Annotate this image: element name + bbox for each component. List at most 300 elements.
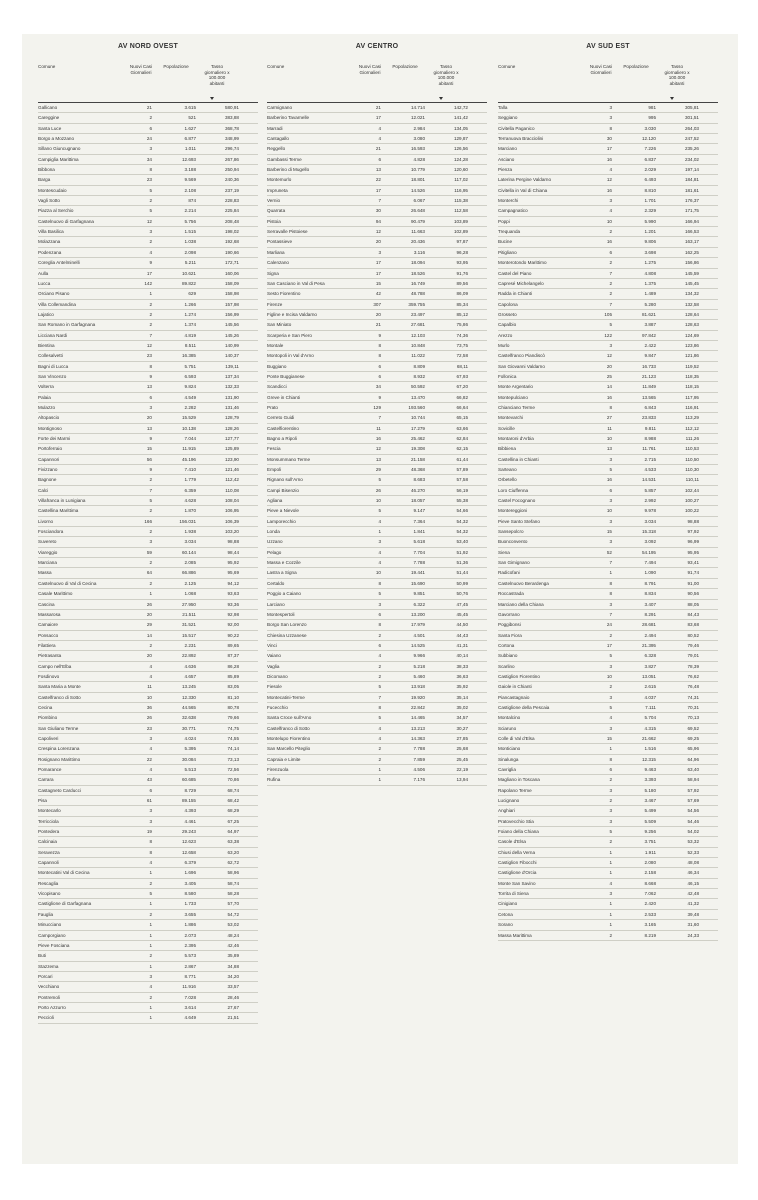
cell-comune: Sarteano xyxy=(498,467,517,473)
cell-popolazione: 22.842 xyxy=(410,704,425,710)
cell-popolazione: 89.155 xyxy=(181,798,196,804)
cell-popolazione: 9.811 xyxy=(644,425,656,431)
cell-tasso: 123,86 xyxy=(684,342,699,348)
table-row xyxy=(38,237,258,247)
cell-comune: Massa Marittima xyxy=(498,932,532,938)
table-row xyxy=(38,796,258,806)
cell-popolazione: 14.526 xyxy=(410,187,425,193)
cell-tasso: 30,27 xyxy=(456,725,468,731)
cell-nuovi-casi: 3 xyxy=(149,808,152,814)
table-row xyxy=(498,496,718,506)
cell-comune: Montespertoli xyxy=(267,611,295,617)
table-row xyxy=(38,279,258,289)
cell-popolazione: 8.932 xyxy=(413,373,425,379)
cell-comune: Bucine xyxy=(498,239,513,245)
cell-tasso: 36,63 xyxy=(456,673,468,679)
table-row xyxy=(267,351,487,361)
cell-comune: Rapolano Terme xyxy=(498,787,532,793)
cell-comune: San Casciano in Val di Pesa xyxy=(267,280,325,286)
cell-popolazione: 21.158 xyxy=(410,456,425,462)
cell-comune: Pistoia xyxy=(267,218,281,224)
cell-nuovi-casi: 122 xyxy=(604,332,612,338)
cell-tasso: 96,99 xyxy=(687,539,699,545)
table-row xyxy=(498,279,718,289)
cell-comune: Castelnuovo di Garfagnana xyxy=(38,218,94,224)
table-row xyxy=(267,227,487,237)
table-row xyxy=(498,165,718,175)
cell-popolazione: 8.729 xyxy=(184,787,196,793)
cell-comune: Empoli xyxy=(267,467,282,473)
cell-nuovi-casi: 7 xyxy=(378,415,381,421)
column-header-nuovi-casi[interactable] xyxy=(352,64,388,75)
cell-nuovi-casi: 17 xyxy=(606,642,612,648)
table-row xyxy=(498,475,718,485)
cell-comune: Livorno xyxy=(38,518,54,524)
table-row xyxy=(498,651,718,661)
cell-tasso: 76,48 xyxy=(687,684,699,690)
cell-tasso: 54,32 xyxy=(456,529,468,535)
table-row xyxy=(498,724,718,734)
cell-tasso: 110,30 xyxy=(685,467,699,473)
table-row xyxy=(498,744,718,754)
table-row xyxy=(267,724,487,734)
cell-nuovi-casi: 3 xyxy=(149,818,152,824)
cell-comune: Montecatini-Terme xyxy=(267,694,305,700)
cell-popolazione: 97.842 xyxy=(641,332,656,338)
cell-nuovi-casi: 3 xyxy=(149,146,152,152)
cell-comune: San Romano in Garfagnana xyxy=(38,322,96,328)
cell-popolazione: 9.147 xyxy=(413,508,425,514)
table-row xyxy=(38,806,258,816)
cell-nuovi-casi: 8 xyxy=(609,125,612,131)
cell-nuovi-casi: 2 xyxy=(378,663,381,669)
cell-comune: Pontremoli xyxy=(38,994,60,1000)
table-row xyxy=(38,300,258,310)
cell-popolazione: 2.615 xyxy=(644,684,656,690)
region-title: AV NORD OVEST xyxy=(117,43,179,50)
cell-tasso: 34,20 xyxy=(227,973,239,979)
cell-popolazione: 2.098 xyxy=(184,249,196,255)
table-row xyxy=(38,889,258,899)
cell-tasso: 31,60 xyxy=(687,922,699,928)
cell-comune: Murlo xyxy=(498,342,510,348)
cell-nuovi-casi: 1 xyxy=(149,870,152,876)
table-row xyxy=(38,403,258,413)
cell-popolazione: 4.628 xyxy=(184,498,196,504)
cell-comune: Sinalunga xyxy=(498,756,519,762)
cell-tasso: 25,45 xyxy=(456,756,468,762)
cell-comune: San Miniato xyxy=(267,322,292,328)
cell-comune: Marciano della Chiana xyxy=(498,601,544,607)
cell-popolazione: 48.788 xyxy=(410,291,425,297)
cell-popolazione: 2.158 xyxy=(644,870,656,876)
cell-nuovi-casi: 2 xyxy=(149,994,152,1000)
cell-comune: Bibbona xyxy=(38,167,55,173)
cell-popolazione: 7.859 xyxy=(413,756,425,762)
cell-comune: Sansepolcro xyxy=(498,529,524,535)
cell-tasso: 75,86 xyxy=(456,322,468,328)
cell-popolazione: 12.330 xyxy=(181,694,196,700)
table-row xyxy=(267,424,487,434)
cell-popolazione: 1.870 xyxy=(184,508,196,514)
cell-comune: Castiglione della Pescaia xyxy=(498,704,550,710)
cell-nuovi-casi: 2 xyxy=(609,632,612,638)
cell-popolazione: 16.593 xyxy=(410,146,425,152)
cell-nuovi-casi: 5 xyxy=(149,187,152,193)
column-header-tasso[interactable] xyxy=(424,64,468,86)
cell-comune: Bagnone xyxy=(38,477,57,483)
table-row xyxy=(498,517,718,527)
cell-popolazione: 2.214 xyxy=(184,208,196,214)
cell-nuovi-casi: 4 xyxy=(149,673,152,679)
cell-popolazione: 27.681 xyxy=(410,322,425,328)
cell-comune: Vaglia xyxy=(267,663,280,669)
table-row xyxy=(38,1003,258,1013)
cell-tasso: 91,76 xyxy=(456,270,468,276)
table-row xyxy=(38,548,258,558)
cell-tasso: 110,11 xyxy=(685,477,699,483)
cell-nuovi-casi: 14 xyxy=(146,632,152,638)
cell-popolazione: 1.068 xyxy=(184,591,196,597)
cell-comune: Lajatico xyxy=(38,311,54,317)
table-row xyxy=(498,103,718,113)
table-row xyxy=(498,310,718,320)
cell-comune: Gaiole in Chianti xyxy=(498,684,532,690)
cell-comune: Barberino di Mugello xyxy=(267,167,310,173)
table-row xyxy=(38,372,258,382)
cell-popolazione: 7.788 xyxy=(413,560,425,566)
cell-tasso: 27,67 xyxy=(227,1004,239,1010)
table-row xyxy=(498,227,718,237)
cell-tasso: 208,48 xyxy=(224,218,239,224)
cell-comune: Viareggio xyxy=(38,549,58,555)
cell-nuovi-casi: 10 xyxy=(606,673,612,679)
cell-popolazione: 4.819 xyxy=(184,332,196,338)
table-row xyxy=(267,672,487,682)
cell-popolazione: 1.911 xyxy=(644,849,656,855)
cell-nuovi-casi: 4 xyxy=(378,653,381,659)
cell-nuovi-casi: 14 xyxy=(606,384,612,390)
cell-tasso: 93,95 xyxy=(456,260,468,266)
cell-comune: Montevarchi xyxy=(498,415,524,421)
cell-popolazione: 3.393 xyxy=(644,777,656,783)
cell-nuovi-casi: 8 xyxy=(149,363,152,369)
cell-popolazione: 9.256 xyxy=(644,829,656,835)
cell-comune: Villa Basilica xyxy=(38,229,64,235)
cell-tasso: 33,57 xyxy=(227,984,239,990)
cell-nuovi-casi: 16 xyxy=(606,239,612,245)
cell-popolazione: 3.407 xyxy=(644,601,656,607)
cell-popolazione: 10.138 xyxy=(181,425,196,431)
cell-popolazione: 66.886 xyxy=(181,570,196,576)
table-row xyxy=(38,868,258,878)
table-row xyxy=(38,217,258,227)
table-row xyxy=(498,910,718,920)
cell-popolazione: 23.833 xyxy=(641,415,656,421)
column-header-tasso[interactable] xyxy=(655,64,699,86)
cell-tasso: 25,68 xyxy=(456,746,468,752)
cell-nuovi-casi: 23 xyxy=(146,725,152,731)
table-row xyxy=(267,269,487,279)
cell-tasso: 131,46 xyxy=(224,404,239,410)
table-row xyxy=(267,331,487,341)
cell-nuovi-casi: 5 xyxy=(378,477,381,483)
cell-tasso: 48,08 xyxy=(687,860,699,866)
cell-tasso: 163,17 xyxy=(684,239,699,245)
cell-tasso: 128,79 xyxy=(224,415,239,421)
cell-tasso: 93,36 xyxy=(227,601,239,607)
cell-nuovi-casi: 4 xyxy=(378,735,381,741)
cell-tasso: 35,92 xyxy=(456,684,468,690)
cell-nuovi-casi: 3 xyxy=(378,249,381,255)
cell-comune: Fosciandora xyxy=(38,529,64,535)
cell-nuovi-casi: 3 xyxy=(609,663,612,669)
cell-comune: Piombino xyxy=(38,715,58,721)
cell-popolazione: 60.144 xyxy=(181,549,196,555)
cell-nuovi-casi: 4 xyxy=(149,249,152,255)
cell-popolazione: 8.668 xyxy=(644,880,656,886)
table-row xyxy=(267,486,487,496)
cell-nuovi-casi: 19 xyxy=(146,829,152,835)
sort-descending-icon[interactable] xyxy=(439,97,443,100)
cell-tasso: 116,91 xyxy=(685,404,699,410)
cell-nuovi-casi: 21 xyxy=(375,105,381,110)
cell-nuovi-casi: 2 xyxy=(378,746,381,752)
cell-popolazione: 7.111 xyxy=(645,704,656,710)
cell-tasso: 157,98 xyxy=(224,301,239,307)
table-row xyxy=(498,765,718,775)
cell-nuovi-casi: 2 xyxy=(149,301,152,307)
table-row xyxy=(498,931,718,941)
cell-tasso: 92,00 xyxy=(227,622,239,628)
sort-descending-icon[interactable] xyxy=(670,97,674,100)
table-row xyxy=(38,879,258,889)
cell-tasso: 63,66 xyxy=(456,425,468,431)
cell-comune: Castelfranco di Sotto xyxy=(38,694,81,700)
cell-popolazione: 10.621 xyxy=(181,270,196,276)
cell-nuovi-casi: 4 xyxy=(378,560,381,566)
cell-nuovi-casi: 7 xyxy=(378,198,381,204)
cell-nuovi-casi: 1 xyxy=(609,746,612,752)
cell-tasso: 54,66 xyxy=(456,508,468,514)
cell-comune: Cascina xyxy=(38,601,55,607)
table-row xyxy=(498,817,718,827)
cell-comune: Filattiera xyxy=(38,642,56,648)
cell-popolazione: 5.211 xyxy=(184,260,196,266)
cell-popolazione: 8.810 xyxy=(644,187,656,193)
table-header xyxy=(498,62,718,103)
cell-comune: Molazzana xyxy=(38,239,61,245)
cell-comune: Casale Marittimo xyxy=(38,591,73,597)
cell-tasso: 142,72 xyxy=(453,105,468,110)
cell-tasso: 228,83 xyxy=(224,198,239,204)
cell-popolazione: 3.615 xyxy=(184,105,196,110)
table-row xyxy=(38,434,258,444)
cell-comune: Poggibonsi xyxy=(498,622,521,628)
cell-tasso: 156,86 xyxy=(684,260,699,266)
table-row xyxy=(38,186,258,196)
cell-popolazione: 3.034 xyxy=(644,518,656,524)
cell-popolazione: 23.497 xyxy=(410,311,425,317)
cell-comune: Pontedera xyxy=(38,829,60,835)
table-row xyxy=(38,931,258,941)
cell-popolazione: 11.916 xyxy=(182,984,196,990)
cell-comune: Follonica xyxy=(498,373,517,379)
cell-nuovi-casi: 8 xyxy=(378,704,381,710)
cell-tasso: 235,26 xyxy=(684,146,699,152)
cell-comune: Gambassi Terme xyxy=(267,156,302,162)
cell-nuovi-casi: 15 xyxy=(606,735,612,741)
cell-comune: Larciano xyxy=(267,601,285,607)
table-row xyxy=(267,548,487,558)
cell-comune: Scarperia e San Piero xyxy=(267,332,312,338)
column-header-line: Tasso xyxy=(671,64,683,69)
cell-popolazione: 2.395 xyxy=(184,942,196,948)
table-row xyxy=(38,227,258,237)
table-row xyxy=(38,424,258,434)
cell-tasso: 112,42 xyxy=(225,477,239,483)
table-row xyxy=(38,496,258,506)
cell-popolazione: 32.638 xyxy=(181,715,196,721)
cell-comune: Castellina in Chianti xyxy=(498,456,539,462)
cell-nuovi-casi: 20 xyxy=(146,611,152,617)
cell-comune: Massa e Cozzile xyxy=(267,560,301,566)
cell-tasso: 57,70 xyxy=(227,901,239,907)
sort-descending-icon[interactable] xyxy=(210,97,214,100)
cell-tasso: 98,88 xyxy=(227,539,239,545)
cell-tasso: 74,31 xyxy=(687,694,699,700)
cell-nuovi-casi: 2 xyxy=(149,642,152,648)
cell-nuovi-casi: 4 xyxy=(149,767,152,772)
cell-comune: Palaia xyxy=(38,394,51,400)
cell-nuovi-casi: 12 xyxy=(606,177,612,183)
cell-nuovi-casi: 4 xyxy=(378,125,381,131)
cell-popolazione: 14.714 xyxy=(410,105,425,110)
cell-comune: Civitella Paganico xyxy=(498,125,535,131)
cell-tasso: 70,31 xyxy=(687,704,699,710)
cell-comune: Anghiari xyxy=(498,808,515,814)
cell-popolazione: 2.282 xyxy=(184,404,196,410)
cell-comune: Montepulciano xyxy=(498,394,528,400)
cell-comune: Castiglione di Garfagnana xyxy=(38,901,92,907)
cell-tasso: 53,40 xyxy=(456,539,468,545)
cell-nuovi-casi: 7 xyxy=(609,301,612,307)
cell-popolazione: 15.529 xyxy=(181,415,196,421)
cell-popolazione: 5.180 xyxy=(644,787,656,793)
cell-comune: Orciano Pisano xyxy=(38,291,70,297)
table-row xyxy=(38,858,258,868)
cell-nuovi-casi: 2 xyxy=(149,322,152,328)
cell-tasso: 28,46 xyxy=(227,994,239,1000)
cell-nuovi-casi: 3 xyxy=(609,601,612,607)
column-header-line: 100.000 xyxy=(208,75,226,81)
cell-nuovi-casi: 15 xyxy=(606,529,612,535)
table-row xyxy=(267,372,487,382)
column-header-nuovi-casi[interactable] xyxy=(123,64,159,75)
cell-tasso: 57,69 xyxy=(687,798,699,804)
column-header-tasso[interactable] xyxy=(195,64,239,86)
cell-nuovi-casi: 2 xyxy=(609,291,612,297)
cell-nuovi-casi: 24 xyxy=(146,136,152,142)
cell-popolazione: 1.266 xyxy=(184,301,196,307)
cell-popolazione: 7.044 xyxy=(184,436,196,441)
cell-tasso: 145,26 xyxy=(224,332,239,338)
cell-tasso: 40,14 xyxy=(456,653,468,659)
column-header-popolazione[interactable]: Popolazione xyxy=(163,64,189,69)
column-header-nuovi-casi[interactable] xyxy=(583,64,619,75)
cell-popolazione: 19.441 xyxy=(410,570,425,576)
cell-comune: Barberino Tavarnelle xyxy=(267,115,310,121)
column-header-comune: Comune xyxy=(38,64,56,69)
column-header-popolazione[interactable]: Popolazione xyxy=(623,64,649,69)
table-row xyxy=(38,165,258,175)
cell-comune: Stazzema xyxy=(38,963,59,969)
cell-nuovi-casi: 27 xyxy=(606,415,612,421)
cell-nuovi-casi: 13 xyxy=(375,167,381,173)
cell-comune: Forte dei Marmi xyxy=(38,436,71,441)
column-header-line: abitanti xyxy=(438,80,454,86)
cell-popolazione: 2.992 xyxy=(644,498,656,504)
table-row xyxy=(498,382,718,392)
cell-comune: Foiano della Chiana xyxy=(498,829,539,835)
cell-tasso: 35,14 xyxy=(456,694,468,700)
cell-popolazione: 19.920 xyxy=(410,694,425,700)
cell-tasso: 58,28 xyxy=(227,891,239,897)
cell-comune: Talla xyxy=(498,105,508,110)
cell-popolazione: 27.950 xyxy=(181,601,196,607)
column-header-popolazione[interactable]: Popolazione xyxy=(392,64,418,69)
cell-tasso: 134,32 xyxy=(684,291,699,297)
cell-comune: Calci xyxy=(38,487,49,493)
cell-comune: Ponsacco xyxy=(38,632,59,638)
cell-nuovi-casi: 15 xyxy=(146,446,152,452)
table-row xyxy=(38,693,258,703)
table-row xyxy=(267,755,487,765)
table-row xyxy=(267,558,487,568)
cell-comune: Pitigliano xyxy=(498,249,517,255)
table-row xyxy=(267,517,487,527)
cell-popolazione: 7.788 xyxy=(413,746,425,752)
cell-comune: Fivizzano xyxy=(38,467,58,473)
cell-comune: Radda in Chianti xyxy=(498,291,532,297)
cell-tasso: 46,34 xyxy=(687,870,699,876)
cell-tasso: 79,46 xyxy=(687,642,699,648)
cell-popolazione: 8.771 xyxy=(184,973,196,979)
cell-comune: Bientina xyxy=(38,342,55,348)
table-row xyxy=(38,765,258,775)
cell-nuovi-casi: 5 xyxy=(378,684,381,690)
table-row xyxy=(498,351,718,361)
cell-popolazione: 2.494 xyxy=(644,632,656,638)
table-row xyxy=(267,413,487,423)
cell-nuovi-casi: 43 xyxy=(146,777,152,783)
cell-tasso: 68,29 xyxy=(227,808,239,814)
cell-popolazione: 12.103 xyxy=(410,332,425,338)
table-row xyxy=(38,506,258,516)
cell-nuovi-casi: 5 xyxy=(149,208,152,214)
cell-nuovi-casi: 6 xyxy=(378,611,381,617)
cell-comune: Vinci xyxy=(267,642,277,648)
cell-popolazione: 4.549 xyxy=(184,394,196,400)
table-row xyxy=(38,289,258,299)
cell-popolazione: 1.779 xyxy=(184,477,196,483)
cell-nuovi-casi: 12 xyxy=(606,353,612,359)
cell-nuovi-casi: 105 xyxy=(604,311,612,317)
table-row xyxy=(38,310,258,320)
cell-comune: Castagneto Carducci xyxy=(38,787,81,793)
cell-tasso: 296,74 xyxy=(224,146,239,152)
cell-comune: Sciaruno xyxy=(498,725,517,731)
